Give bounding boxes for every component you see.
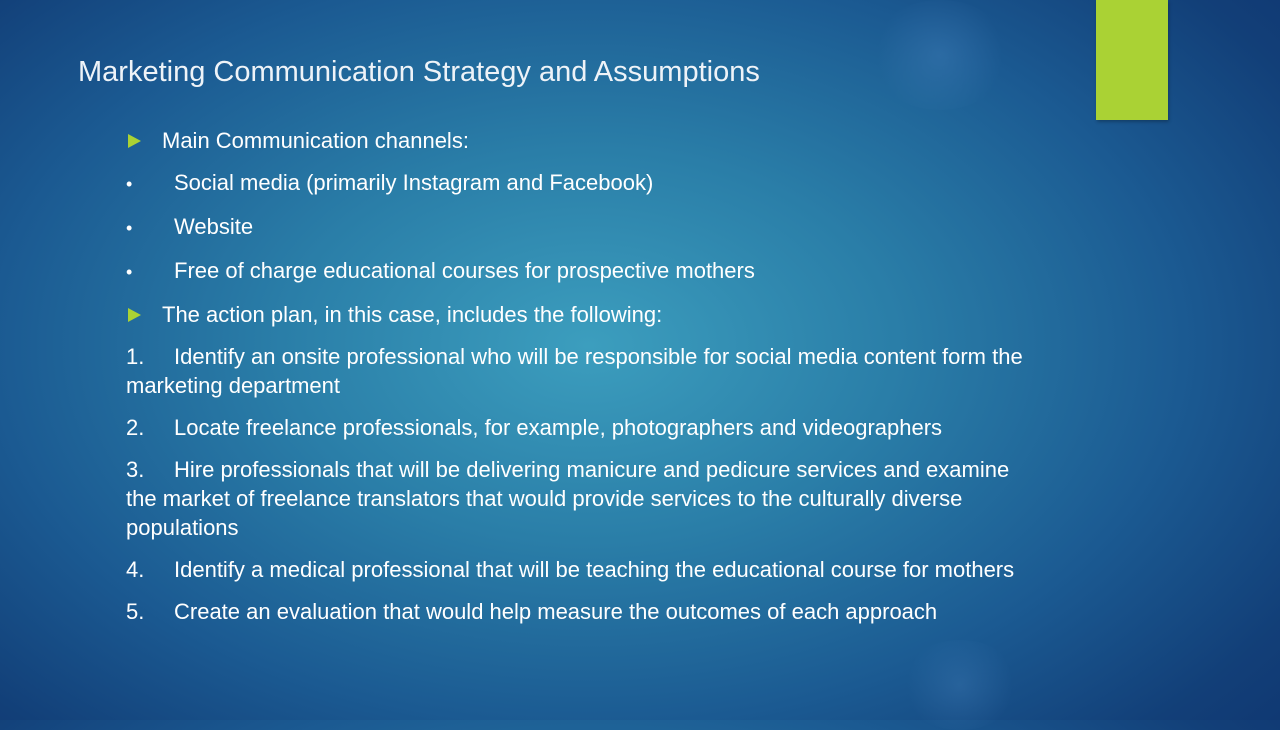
number-marker: 4. [126, 557, 145, 582]
bullet-marker: • [126, 262, 133, 282]
number-marker: 2. [126, 415, 145, 440]
list-item-text: Website [174, 214, 254, 239]
slide-title: Marketing Communication Strategy and Assumptions [78, 56, 760, 88]
list-item-text: Create an evaluation that would help measure the outcomes of each approach [174, 599, 938, 624]
number-marker: 1. [126, 344, 145, 369]
list-item [126, 455, 1026, 542]
list-item [126, 413, 1026, 442]
background-glow [900, 640, 1020, 730]
list-item-text: Identify a medical professional that will be teaching the educational course for mothers [174, 557, 1015, 582]
list-item-text: Free of charge educational courses for prospective mothers [174, 258, 755, 283]
bullet-marker: • [126, 174, 133, 194]
list-item-text: Main Communication channels: [162, 128, 469, 153]
list-item [126, 555, 1026, 584]
arrow-bullet-icon [128, 308, 141, 322]
list-item [126, 300, 1026, 329]
number-marker: 3. [126, 457, 145, 482]
arrow-bullet-icon [128, 134, 141, 148]
list-item [126, 597, 1026, 626]
list-item [126, 168, 1026, 199]
list-item [126, 126, 1026, 155]
list-item [126, 212, 1026, 243]
background-glow [870, 0, 1010, 110]
list-item-text: Hire professionals that will be delivering manicure and pedicure services and examine the market of freelance translators that would provide services to the culturally diverse populations [126, 457, 1010, 540]
list-item-text: Locate freelance professionals, for example, photographers and videographers [174, 415, 943, 440]
bullet-marker: • [126, 218, 133, 238]
list-item [126, 256, 1026, 287]
list-item-text: Identify an onsite professional who will be responsible for social media content form the marketing department [126, 344, 1023, 398]
list-item [126, 342, 1026, 400]
list-item-text: The action plan, in this case, includes the following: [162, 302, 663, 327]
number-marker: 5. [126, 599, 145, 624]
list-item-text: Social media (primarily Instagram and Facebook) [174, 170, 654, 195]
accent-bar [1096, 0, 1168, 120]
slide-content [126, 126, 1026, 639]
